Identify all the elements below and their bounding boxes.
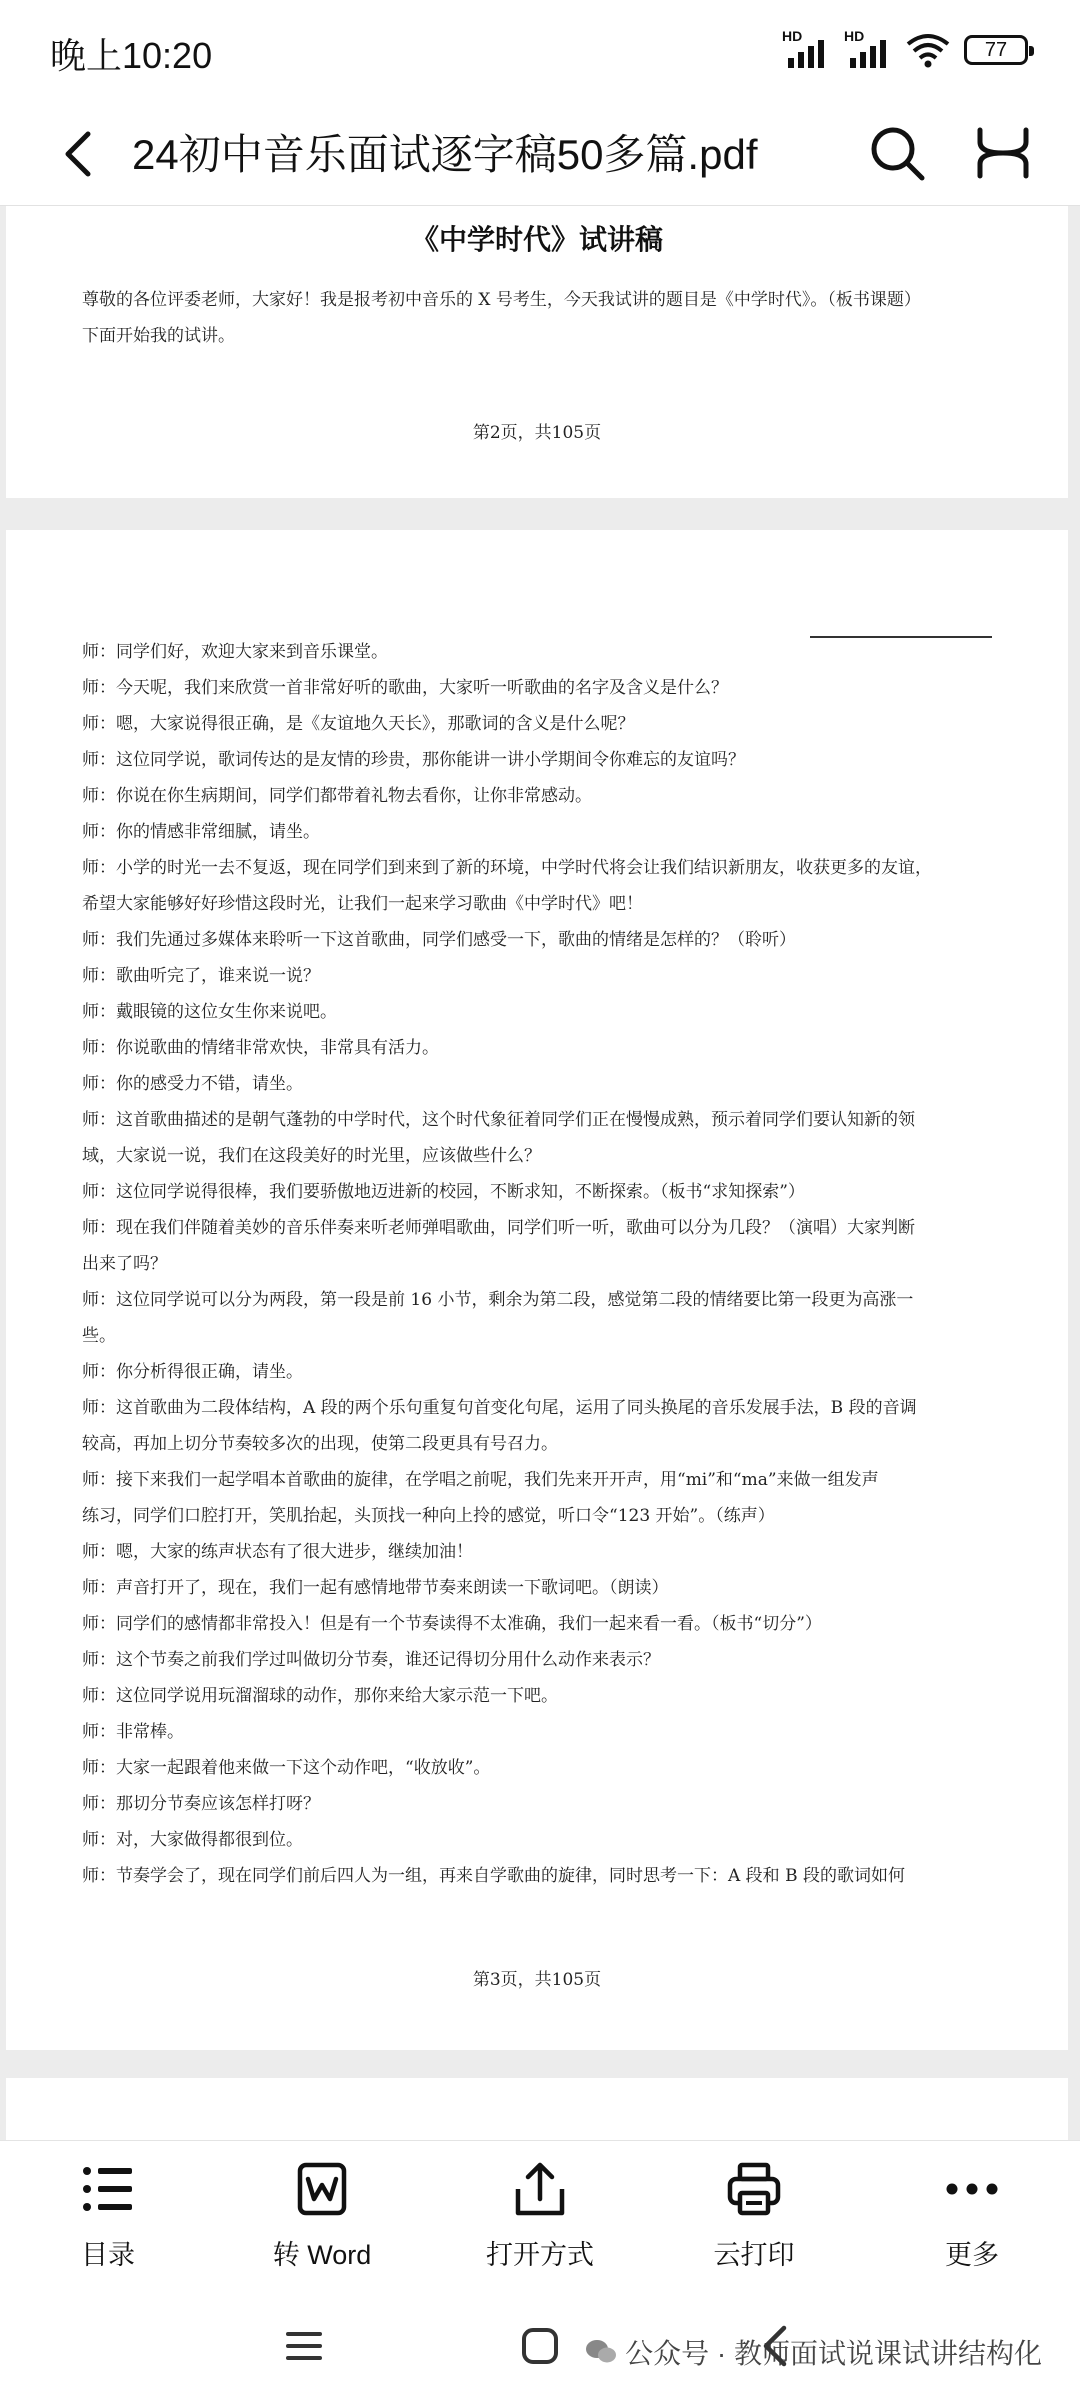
text-line: 些。	[82, 1326, 116, 1346]
text-line: 师：节奏学会了，现在同学们前后四人为一组，再来自学歌曲的旋律，同时思考一下：A 段和 B 段的歌词如何	[82, 1866, 905, 1886]
menu-icon[interactable]	[282, 2324, 326, 2368]
text-line: 师：同学们的感情都非常投入！但是有一个节奏读得不太准确，我们一起来看一看。（板书“切分”）	[82, 1614, 822, 1634]
status-bar	[0, 0, 1080, 100]
text-line: 师：你说在你生病期间，同学们都带着礼物去看你，让你非常感动。	[82, 786, 592, 806]
system-nav-bar	[0, 2300, 1080, 2401]
wifi-icon	[906, 32, 950, 68]
header-bar	[0, 100, 1080, 206]
word-icon	[292, 2159, 352, 2219]
page-3-body	[82, 634, 1022, 1894]
text-line: 域，大家说一说，我们在这段美好的时光里，应该做些什么？	[82, 1146, 541, 1166]
back-gesture-icon[interactable]	[754, 2322, 798, 2370]
text-line: 师：嗯，大家说得很正确，是《友谊地久天长》，那歌词的含义是什么呢？	[82, 714, 635, 734]
text-line: 师：歌曲听完了，谁来说一说？	[82, 966, 320, 986]
text-line: 师：对，大家做得都很到位。	[82, 1830, 303, 1850]
list-icon	[78, 2159, 138, 2219]
toolbar-cloud-print-button[interactable]	[664, 2159, 844, 2272]
document-title: 24初中音乐面试逐字稿50多篇.pdf	[132, 131, 758, 178]
battery-icon: 77	[964, 35, 1028, 65]
text-line: 师：你的情感非常细腻，请坐。	[82, 822, 320, 842]
toolbar-label: 转 Word	[272, 2240, 372, 2270]
toolbar-label: 打开方式	[486, 2240, 594, 2270]
text-line: 师：今天呢，我们来欣赏一首非常好听的歌曲，大家听一听歌曲的名字及含义是什么？	[82, 678, 728, 698]
cellular-signal-icon: HD	[782, 32, 830, 68]
text-line: 练习，同学们口腔打开，笑肌抬起，头顶找一种向上拎的感觉，听口令“123 开始”。（练声）	[82, 1506, 775, 1526]
status-time: 晚上10:20	[50, 35, 213, 76]
lesson-title: 《中学时代》试讲稿	[410, 223, 663, 256]
toolbar-label: 目录	[81, 2240, 135, 2270]
text-line: 师：这位同学说用玩溜溜球的动作，那你来给大家示范一下吧。	[82, 1686, 558, 1706]
text-line: 师：我们先通过多媒体来聆听一下这首歌曲，同学们感受一下，歌曲的情绪是怎样的？（聆听）	[82, 930, 796, 950]
toolbar-open-with-button[interactable]	[450, 2159, 630, 2272]
text-line: 师：非常棒。	[82, 1722, 184, 1742]
share-icon	[510, 2159, 570, 2219]
pdf-page-2	[6, 206, 1068, 498]
page-footer: 第3页，共105页	[472, 1970, 602, 1990]
cellular-signal-icon-2: HD	[844, 32, 892, 68]
text-line: 师：同学们好，欢迎大家来到音乐课堂。	[82, 642, 388, 662]
toolbar-more-button[interactable]	[882, 2159, 1062, 2272]
text-line: 师：你说歌曲的情绪非常欢快，非常具有活力。	[82, 1038, 439, 1058]
text-line: 师：大家一起跟着他来做一下这个动作吧，“收放收”。	[82, 1758, 491, 1778]
text-line: 师：这位同学说，歌词传达的是友情的珍贵，那你能讲一讲小学期间令你难忘的友谊吗？	[82, 750, 745, 770]
watermark	[585, 2332, 1042, 2372]
bottom-toolbar	[0, 2140, 1080, 2301]
text-line: 师：声音打开了，现在，我们一起有感情地带节奏来朗读一下歌词吧。（朗读）	[82, 1578, 669, 1598]
toolbar-to-word-button[interactable]	[232, 2159, 412, 2272]
text-line: 希望大家能够好好珍惜这段时光，让我们一起来学习歌曲《中学时代》吧！	[82, 894, 643, 914]
text-line: 师：嗯，大家的练声状态有了很大进步，继续加油！	[82, 1542, 473, 1562]
text-line: 师：小学的时光一去不复返，现在同学们到来到了新的环境，中学时代将会让我们结识新朋友，收获更多的友谊，	[82, 858, 932, 878]
toolbar-label: 更多	[945, 2240, 999, 2270]
pdf-page-3	[6, 530, 1068, 2050]
text-line: 师：戴眼镜的这位女生你来说吧。	[82, 1002, 337, 1022]
text-line: 尊敬的各位评委老师，大家好！我是报考初中音乐的 X 号考生，今天我试讲的题目是《中学时代》。（板书课题）	[82, 290, 921, 310]
status-icons	[782, 28, 1028, 68]
text-line: 师：这首歌曲描述的是朝气蓬勃的中学时代，这个时代象征着同学们正在慢慢成熟，预示着同学们要认知新的领	[82, 1110, 915, 1130]
text-line: 师：这个节奏之前我们学过叫做切分节奏，谁还记得切分用什么动作来表示？	[82, 1650, 660, 1670]
text-line: 师：这位同学说可以分为两段，第一段是前 16 小节，剩余为第二段，感觉第二段的情绪要比第一段更为高涨一	[82, 1290, 914, 1310]
text-line: 师：那切分节奏应该怎样打呀？	[82, 1794, 320, 1814]
search-icon[interactable]	[866, 122, 928, 184]
home-icon[interactable]	[518, 2324, 562, 2368]
pdf-page-4-peek	[6, 2078, 1068, 2140]
text-line: 师：接下来我们一起学唱本首歌曲的旋律，在学唱之前呢，我们先来开开声，用“mi”和“ma”来做一组发声	[82, 1470, 879, 1490]
reader-mode-icon[interactable]	[972, 122, 1034, 184]
text-line: 师：你的感受力不错，请坐。	[82, 1074, 303, 1094]
toolbar-label: 云打印	[713, 2240, 795, 2270]
text-line: 较高，再加上切分节奏较多次的出现，使第二段更具有号召力。	[82, 1434, 558, 1454]
page-footer: 第2页，共105页	[472, 423, 602, 443]
page-2-body	[82, 282, 1022, 354]
back-arrow-icon[interactable]	[50, 124, 110, 184]
wechat-icon	[585, 2338, 617, 2366]
text-line: 师：现在我们伴随着美妙的音乐伴奏来听老师弹唱歌曲，同学们听一听，歌曲可以分为几段？（演唱）大家判断	[82, 1218, 915, 1238]
text-line: 师：你分析得很正确，请坐。	[82, 1362, 303, 1382]
text-line: 师：这首歌曲为二段体结构，A 段的两个乐句重复句首变化句尾，运用了同头换尾的音乐发展手法，B 段的音调	[82, 1398, 917, 1418]
printer-icon	[724, 2159, 784, 2219]
text-line: 师：这位同学说得很棒，我们要骄傲地迈进新的校园，不断求知，不断探索。（板书“求知探索”）	[82, 1182, 805, 1202]
watermark-text: 公众号 · 教师面试说课试讲结构化	[625, 2338, 1042, 2369]
text-line: 出来了吗？	[82, 1254, 167, 1274]
text-line: 下面开始我的试讲。	[82, 326, 235, 346]
toolbar-catalog-button[interactable]	[18, 2159, 198, 2272]
more-icon	[942, 2159, 1002, 2219]
